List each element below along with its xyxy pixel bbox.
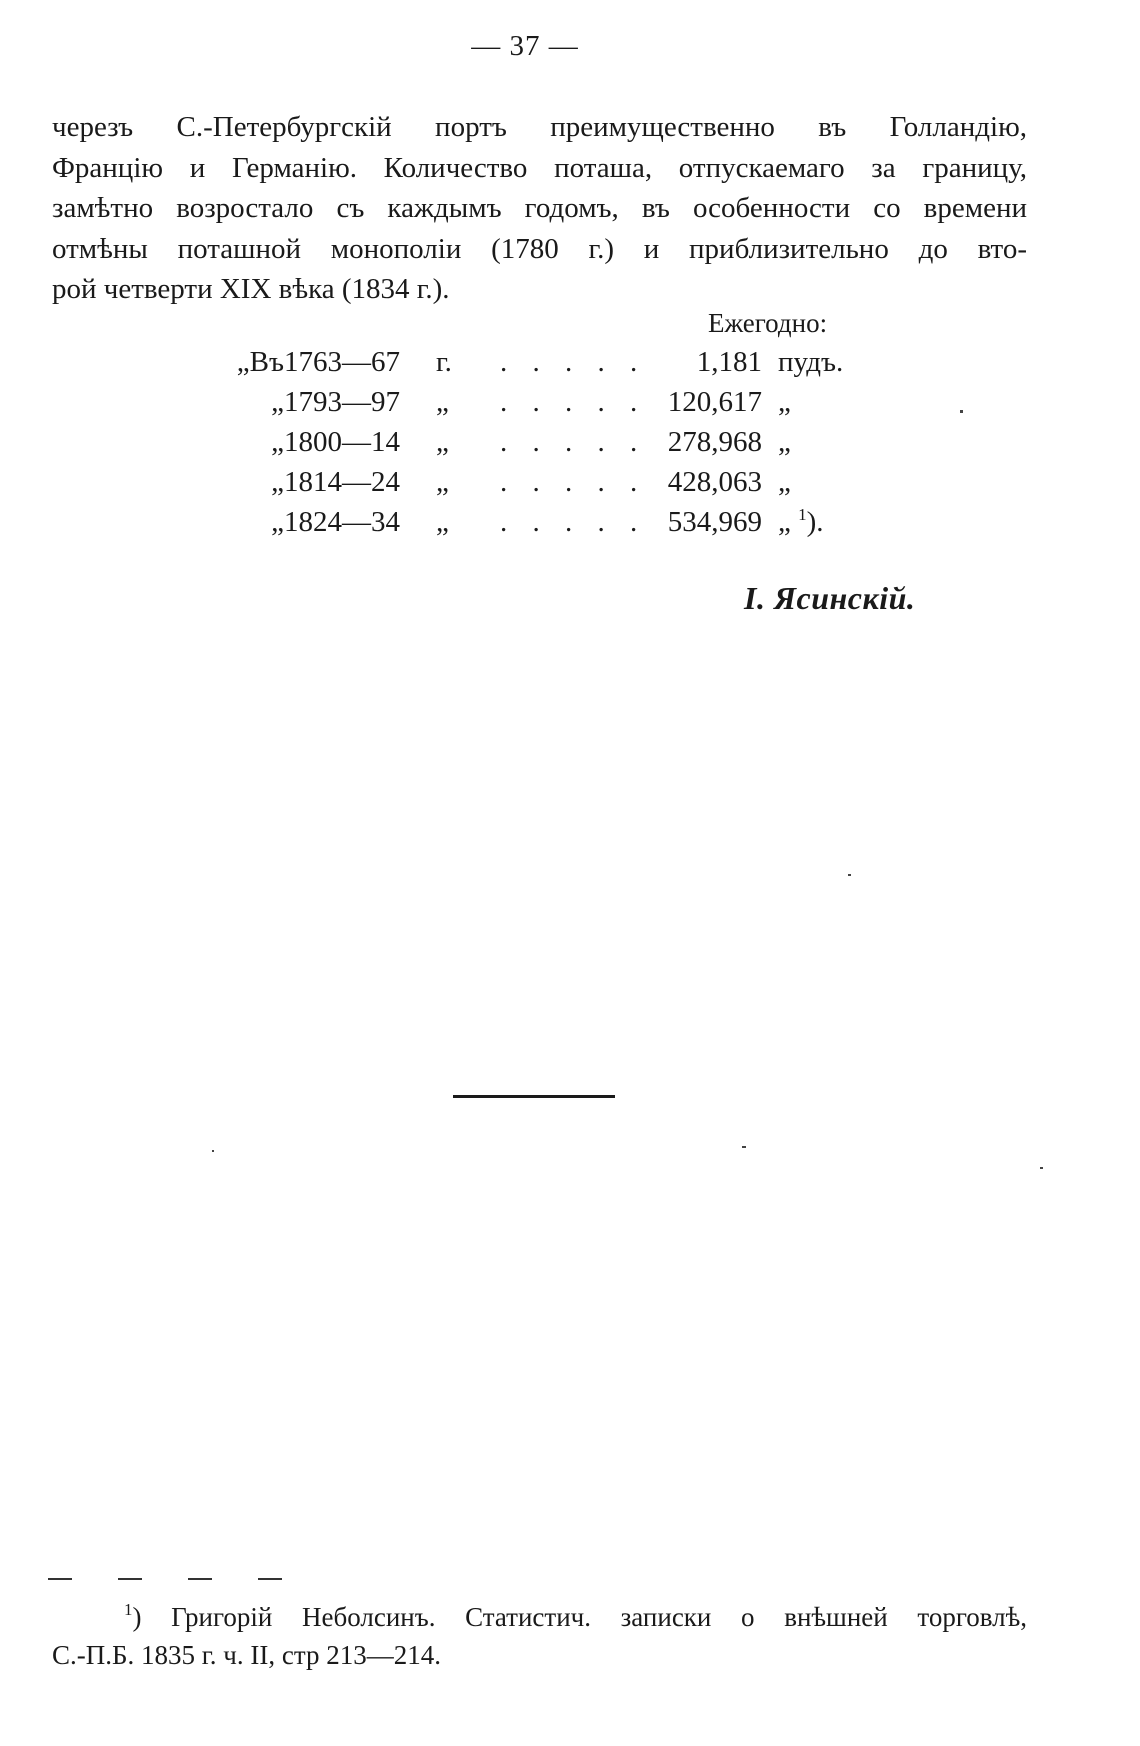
row-measure: пудъ. — [778, 346, 844, 378]
row-value: 534,969 — [667, 506, 762, 538]
row-value: 1,181 — [696, 346, 762, 378]
row-leader-dots: . . . . . — [500, 466, 647, 498]
row-period: 1800—14 — [284, 426, 400, 458]
body-line: рой четверти XIX вѣка (1834 г.). — [52, 273, 450, 305]
row-measure: „ — [778, 386, 791, 418]
row-period: 1824—34 — [284, 506, 400, 538]
row-leader-dots: . . . . . — [500, 346, 647, 378]
row-value: 120,617 — [667, 386, 762, 418]
row-leader-dots: . . . . . — [500, 426, 647, 458]
print-speck — [212, 1150, 214, 1152]
row-measure: „ — [778, 426, 791, 458]
page-number: — 37 — — [471, 30, 579, 62]
row-period: 1763—67 — [284, 346, 400, 378]
body-line: замѣтно возростало съ каждымъ годомъ, въ особенности со времени — [52, 192, 1027, 224]
row-unit: „ — [436, 506, 449, 538]
row-leader-dots: . . . . . — [500, 386, 647, 418]
row-unit: „ — [436, 426, 449, 458]
footnote-rule — [48, 1578, 288, 1580]
row-measure: „ — [778, 466, 791, 498]
body-line: черезъ С.-Петербургскій портъ преимущественно въ Голландію, — [52, 111, 1027, 143]
body-paragraph — [52, 107, 1027, 310]
footnote-reference: 1 — [798, 505, 807, 524]
row-unit: г. — [436, 346, 452, 378]
table-row — [0, 506, 1140, 546]
row-unit: „ — [436, 466, 449, 498]
table-header: Ежегодно: — [708, 308, 828, 338]
table-row — [0, 346, 1140, 386]
row-measure — [778, 506, 824, 539]
row-prefix: „ — [271, 386, 284, 418]
author-signature: І. Ясинскій. — [744, 580, 916, 616]
body-line: Францію и Германію. Количество поташа, отпускаемаго за границу, — [52, 151, 1027, 184]
table-row — [0, 466, 1140, 506]
print-speck — [960, 410, 963, 413]
footnote-text: ) Григорій Неболсинъ. Статистич. записки о внѣшней торговлѣ, — [132, 1602, 1027, 1632]
row-period: 1814—24 — [284, 466, 400, 498]
row-leader-dots: . . . . . — [500, 506, 647, 538]
print-speck — [848, 874, 851, 876]
table-row — [0, 426, 1140, 466]
print-speck — [742, 1146, 746, 1148]
row-prefix: „ — [271, 466, 284, 498]
row-prefix: „Въ — [236, 346, 284, 378]
footnote-line — [52, 1598, 1027, 1636]
row-value: 428,063 — [667, 466, 762, 498]
row-value: 278,968 — [667, 426, 762, 458]
body-line: отмѣны поташной монополіи (1780 г.) и приблизительно до вто- — [52, 232, 1027, 265]
footnote-marker: 1 — [124, 1600, 133, 1619]
row-unit: „ — [436, 386, 449, 418]
row-prefix: „ — [271, 506, 284, 538]
row-prefix: „ — [271, 426, 284, 458]
row-period: 1793—97 — [284, 386, 400, 418]
table-row — [0, 386, 1140, 426]
row-measure-mark: „ — [778, 506, 791, 538]
row-trailing: ). — [806, 506, 824, 538]
footnote — [52, 1598, 1027, 1674]
section-separator-rule — [453, 1095, 615, 1098]
print-speck — [1040, 1167, 1043, 1169]
footnote-line: С.-П.Б. 1835 г. ч. II, стр 213—214. — [52, 1640, 441, 1670]
